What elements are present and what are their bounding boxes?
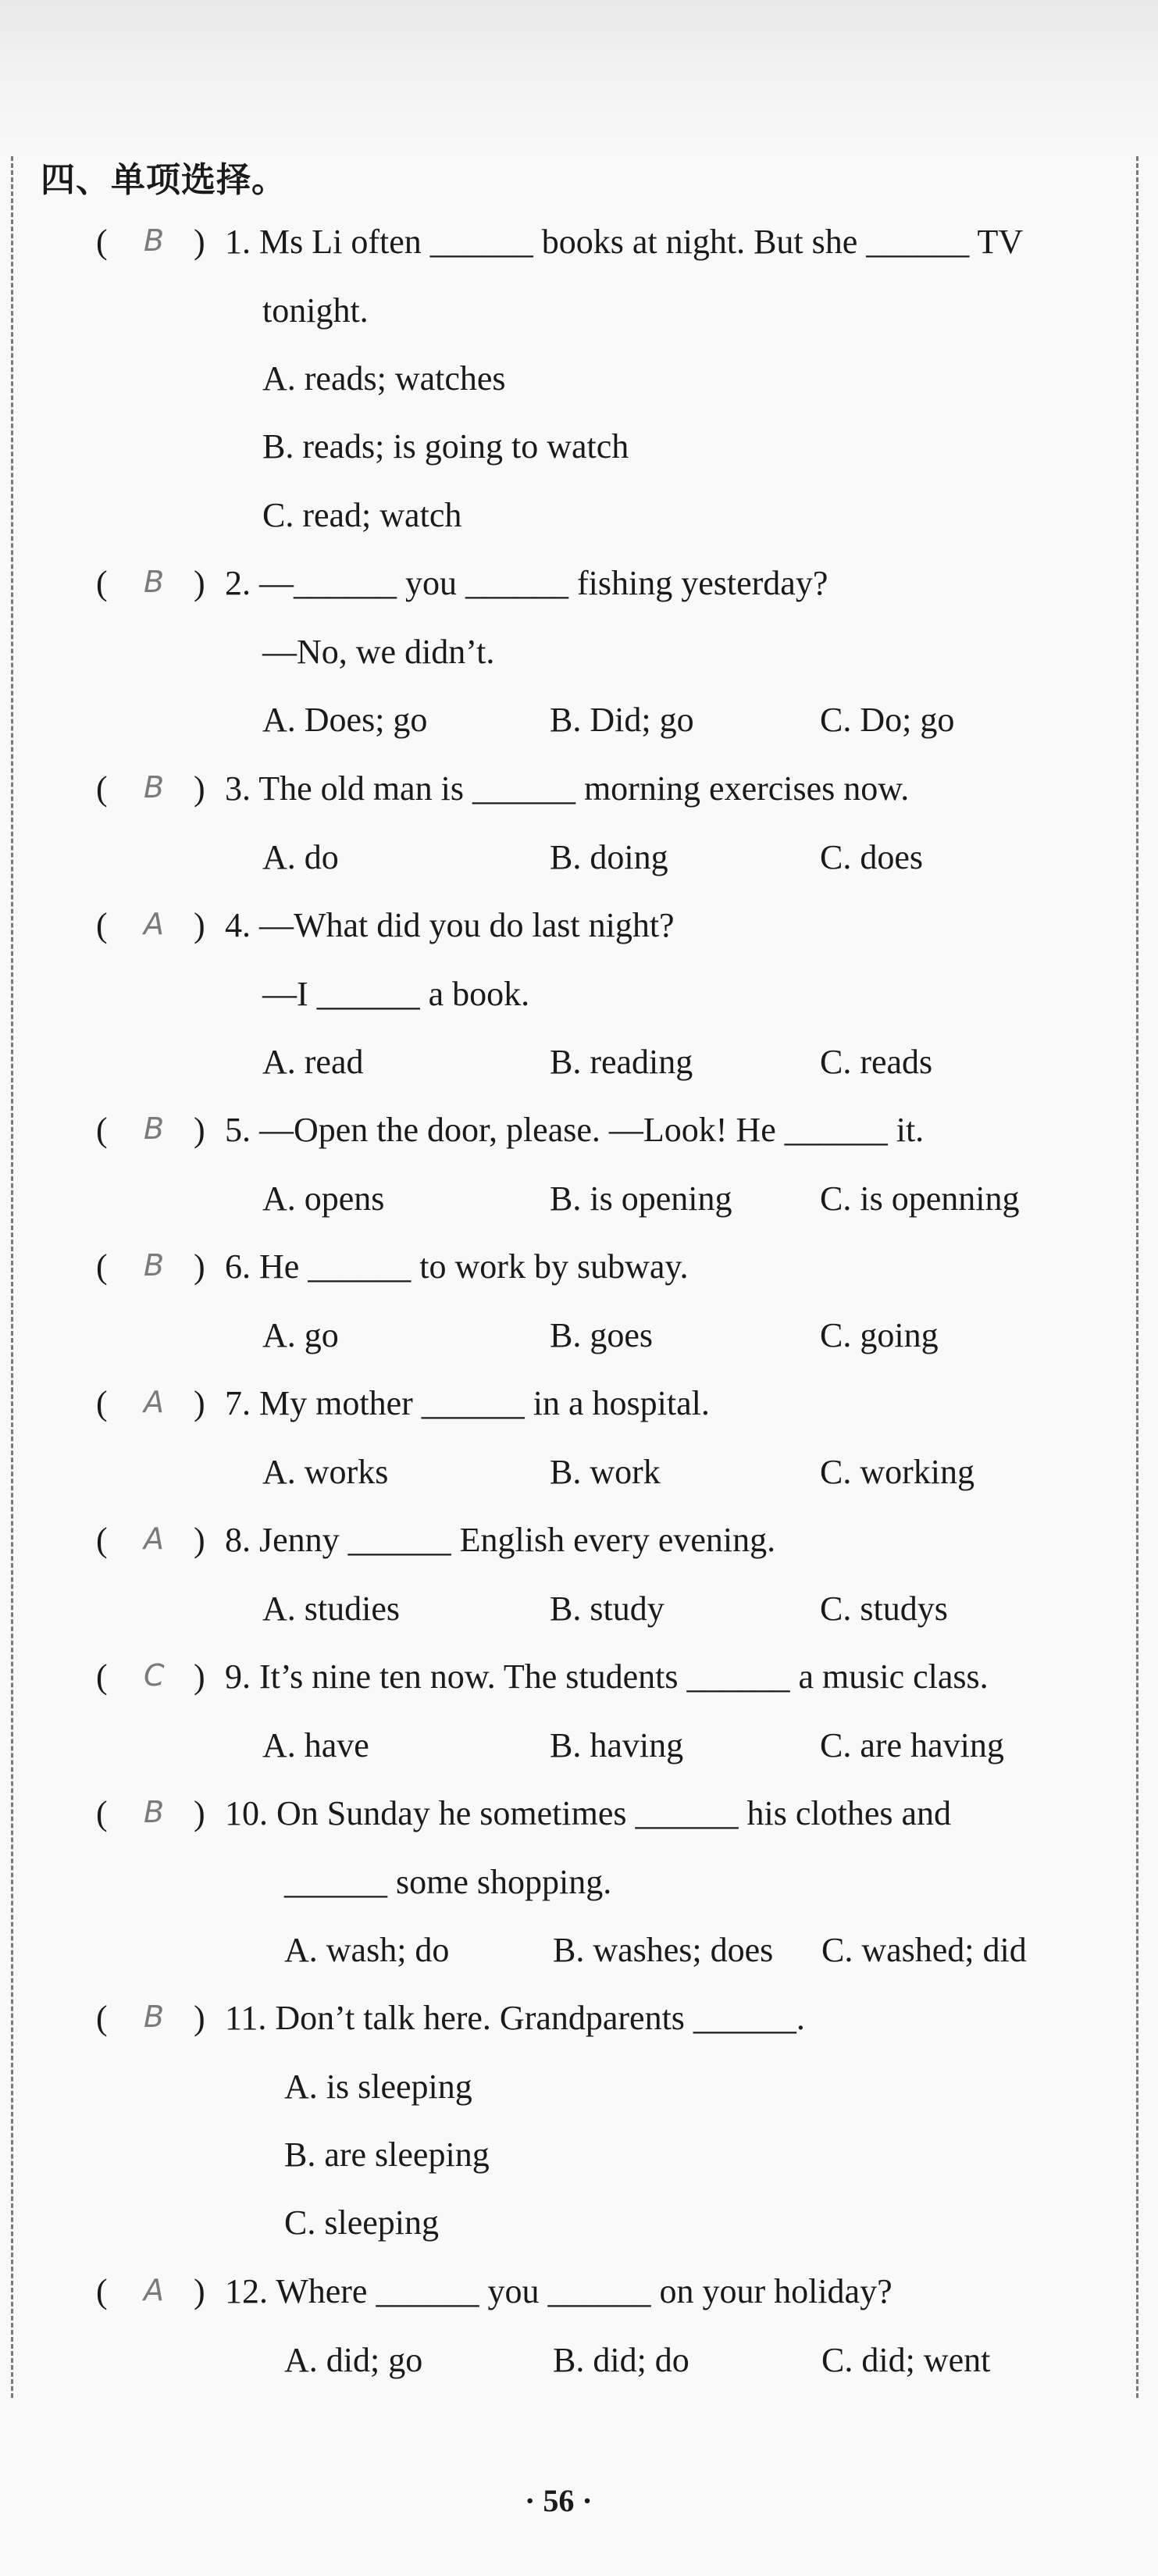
answer-paren-close: ) [194,906,205,944]
handwritten-answer: B [144,1111,165,1146]
question-text: 8. Jenny ______ English every evening. [225,1521,776,1559]
answer-paren-open: ( [96,769,108,808]
handwritten-answer: B [144,223,165,258]
option-c: C. going [820,1316,939,1354]
option-b: B. study [550,1589,665,1628]
option-a: A. read [262,1043,364,1081]
option-c: C. does [820,838,923,876]
option-c: C. reads [820,1043,933,1081]
option-c: C. working [820,1453,975,1491]
handwritten-answer: A [144,1522,164,1556]
option-b: B. doing [550,838,668,876]
left-dashed-margin [11,156,13,2398]
option-c: C. washed; did [821,1931,1027,1969]
question-text-continued: tonight. [262,291,369,330]
answer-paren-close: ) [194,2272,205,2310]
handwritten-answer: B [144,1248,165,1283]
question-text: 7. My mother ______ in a hospital. [225,1384,710,1422]
answer-paren-open: ( [96,1384,108,1422]
option-b: B. having [550,1726,684,1764]
answer-paren-open: ( [96,1657,108,1696]
scan-shadow [0,0,1158,156]
option-c: C. did; went [821,2341,991,2379]
answer-paren-open: ( [96,1794,108,1832]
option-a: A. go [262,1316,339,1354]
answer-paren-close: ) [194,1999,205,2037]
option-c: C. are having [820,1726,1004,1764]
option-a: A. opens [262,1179,385,1218]
answer-paren-close: ) [194,769,205,808]
option-a: A. reads; watches [262,359,506,398]
option-a: A. did; go [284,2341,423,2379]
answer-paren-open: ( [96,1999,108,2037]
handwritten-answer: B [144,565,165,599]
answer-paren-open: ( [96,1521,108,1559]
option-b: B. work [550,1453,661,1491]
handwritten-answer: C [144,1658,165,1693]
option-b: B. are sleeping [284,2135,490,2174]
answer-paren-close: ) [194,1794,205,1832]
option-a: A. do [262,838,339,876]
answer-paren-close: ) [194,1111,205,1149]
handwritten-answer: A [144,907,164,941]
answer-paren-open: ( [96,2272,108,2310]
answer-paren-open: ( [96,223,108,261]
option-c: C. sleeping [284,2203,439,2242]
answer-paren-close: ) [194,1384,205,1422]
option-a: A. have [262,1726,369,1764]
handwritten-answer: A [144,2273,164,2307]
handwritten-answer: B [144,1795,165,1829]
question-text: 5. —Open the door, please. —Look! He ______ it. [225,1111,925,1149]
right-dashed-margin [1136,156,1138,2398]
option-a: A. is sleeping [284,2068,472,2106]
answer-paren-close: ) [194,1521,205,1559]
question-text: 12. Where ______ you ______ on your holiday? [225,2272,893,2310]
answer-paren-open: ( [96,1247,108,1286]
option-c: C. Do; go [820,701,955,739]
option-b: B. reads; is going to watch [262,427,629,466]
handwritten-answer: B [144,770,165,805]
option-a: A. works [262,1453,389,1491]
answer-paren-close: ) [194,1657,205,1696]
page-number: · 56 · [525,2483,593,2518]
option-b: B. did; do [553,2341,689,2379]
question-text-continued: —No, we didn’t. [262,633,495,671]
question-text: 1. Ms Li often ______ books at night. But she ______ TV [225,223,1024,261]
answer-paren-close: ) [194,1247,205,1286]
option-a: A. wash; do [284,1931,450,1969]
question-text: 11. Don’t talk here. Grandparents ______. [225,1999,805,2037]
question-text: 2. —______ you ______ fishing yesterday? [225,564,828,602]
option-c: C. is openning [820,1179,1020,1218]
handwritten-answer: A [144,1385,164,1419]
option-b: B. Did; go [550,701,694,739]
option-a: A. studies [262,1589,400,1628]
question-text: 6. He ______ to work by subway. [225,1247,689,1286]
answer-paren-open: ( [96,564,108,602]
option-c: C. read; watch [262,496,462,534]
question-text: 4. —What did you do last night? [225,906,675,944]
option-b: B. is opening [550,1179,732,1218]
handwritten-answer: B [144,2000,165,2034]
answer-paren-open: ( [96,1111,108,1149]
option-b: B. reading [550,1043,693,1081]
question-text-continued: —I ______ a book. [262,975,530,1013]
option-a: A. Does; go [262,701,428,739]
section-title: 四、单项选择。 [41,160,287,200]
answer-paren-open: ( [96,906,108,944]
question-text: 10. On Sunday he sometimes ______ his clothes and [225,1794,952,1832]
question-text: 9. It’s nine ten now. The students ______ a music class. [225,1657,989,1696]
option-b: B. washes; does [553,1931,774,1969]
option-c: C. studys [820,1589,948,1628]
answer-paren-close: ) [194,564,205,602]
option-b: B. goes [550,1316,653,1354]
question-text-continued: ______ some shopping. [284,1863,612,1901]
question-text: 3. The old man is ______ morning exercises now. [225,769,910,808]
answer-paren-close: ) [194,223,205,261]
